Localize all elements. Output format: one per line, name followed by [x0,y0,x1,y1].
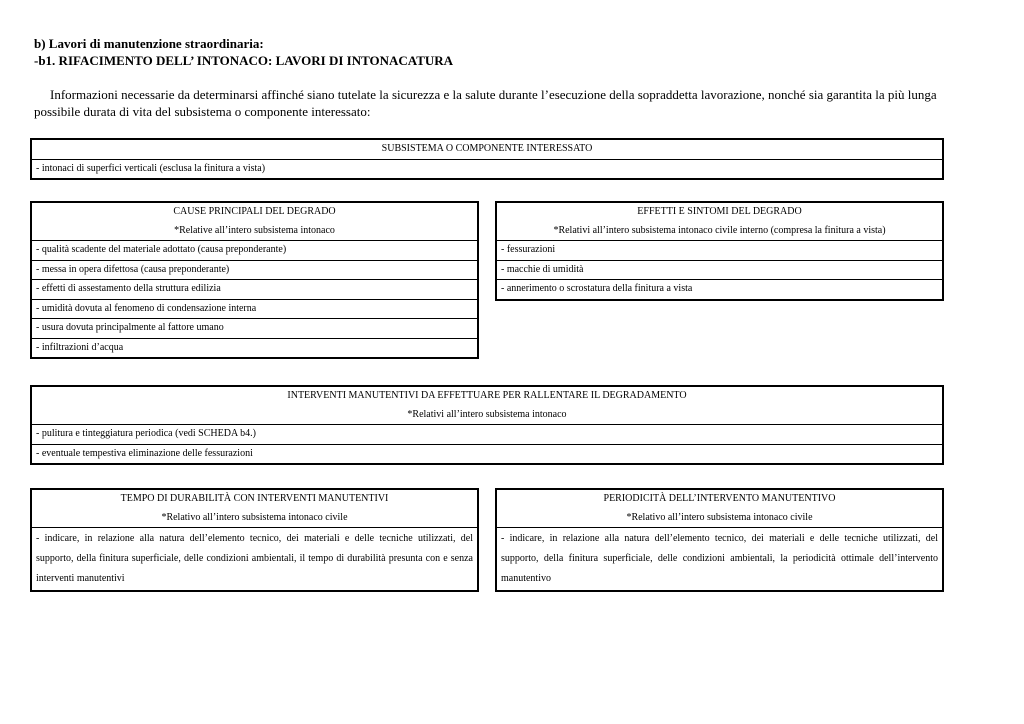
interventions-table [30,385,944,465]
cause-item: - messa in opera difettosa (causa preponderante) [31,260,478,280]
subsection-heading: -b1. RIFACIMENTO DELL’ INTONACO: LAVORI DI INTONACATURA [34,53,454,68]
causes-title: CAUSE PRINCIPALI DEL DEGRADO [31,202,478,222]
intro-paragraph: Informazioni necessarie da determinarsi affinché siano tutelate la sicurezza e la salute durante l’esecuzione della sopraddetta lavorazione, nonché sia garantita la più lunga possibile durata di vita del subsistema o componente interessato: [34,87,937,119]
effect-item: - macchie di umidità [496,260,943,280]
subsystem-item: - intonaci di superfici verticali (esclusa la finitura a vista) [31,159,943,179]
periodicity-text: - indicare, in relazione alla natura dell’elemento tecnico, dei materiali e delle tecniche utilizzati, del supporto, della finitura superficiale, delle condizioni ambientali, la periodicità ottimale dell’intervento manutentivo [496,528,943,592]
subsystem-title: SUBSISTEMA O COMPONENTE INTERESSATO [31,139,943,159]
periodicity-title: PERIODICITÀ DELL’INTERVENTO MANUTENTIVO [496,489,943,509]
interventions-title: INTERVENTI MANUTENTIVI DA EFFETTUARE PER RALLENTARE IL DEGRADAMENTO [31,386,943,406]
cause-item: - qualità scadente del materiale adottato (causa preponderante) [31,241,478,261]
cause-item: - usura dovuta principalmente al fattore umano [31,319,478,339]
periodicity-subtitle: *Relativo all’intero subsistema intonaco civile [496,509,943,528]
effects-table [495,201,944,301]
durability-subtitle: *Relativo all’intero subsistema intonaco civile [31,509,478,528]
interventions-subtitle: *Relativi all’intero subsistema intonaco [31,406,943,425]
causes-table [30,201,479,359]
section-heading: b) Lavori di manutenzione straordinaria: [34,36,264,51]
intervention-item: - pulitura e tinteggiatura periodica (vedi SCHEDA b4.) [31,425,943,445]
intervention-item: - eventuale tempestiva eliminazione delle fessurazioni [31,444,943,464]
effects-title: EFFETTI E SINTOMI DEL DEGRADO [496,202,943,222]
durability-title: TEMPO DI DURABILITÀ CON INTERVENTI MANUTENTIVI [31,489,478,509]
effects-subtitle: *Relativi all’intero subsistema intonaco civile interno (compresa la finitura a vista) [496,222,943,241]
causes-subtitle: *Relative all’intero subsistema intonaco [31,222,478,241]
effect-item: - annerimento o scrostatura della finitura a vista [496,280,943,300]
durability-text: - indicare, in relazione alla natura dell’elemento tecnico, dei materiali e delle tecniche utilizzati, del supporto, della finitura superficiale, delle condizioni ambientali, il tempo di durabilità presunta con e senza interventi manutentivi [31,528,478,592]
cause-item: - effetti di assestamento della struttura edilizia [31,280,478,300]
cause-item: - infiltrazioni d’acqua [31,338,478,358]
subsystem-table [30,138,944,180]
cause-item: - umidità dovuta al fenomeno di condensazione interna [31,299,478,319]
durability-table [30,488,479,592]
periodicity-table [495,488,944,592]
effect-item: - fessurazioni [496,241,943,261]
